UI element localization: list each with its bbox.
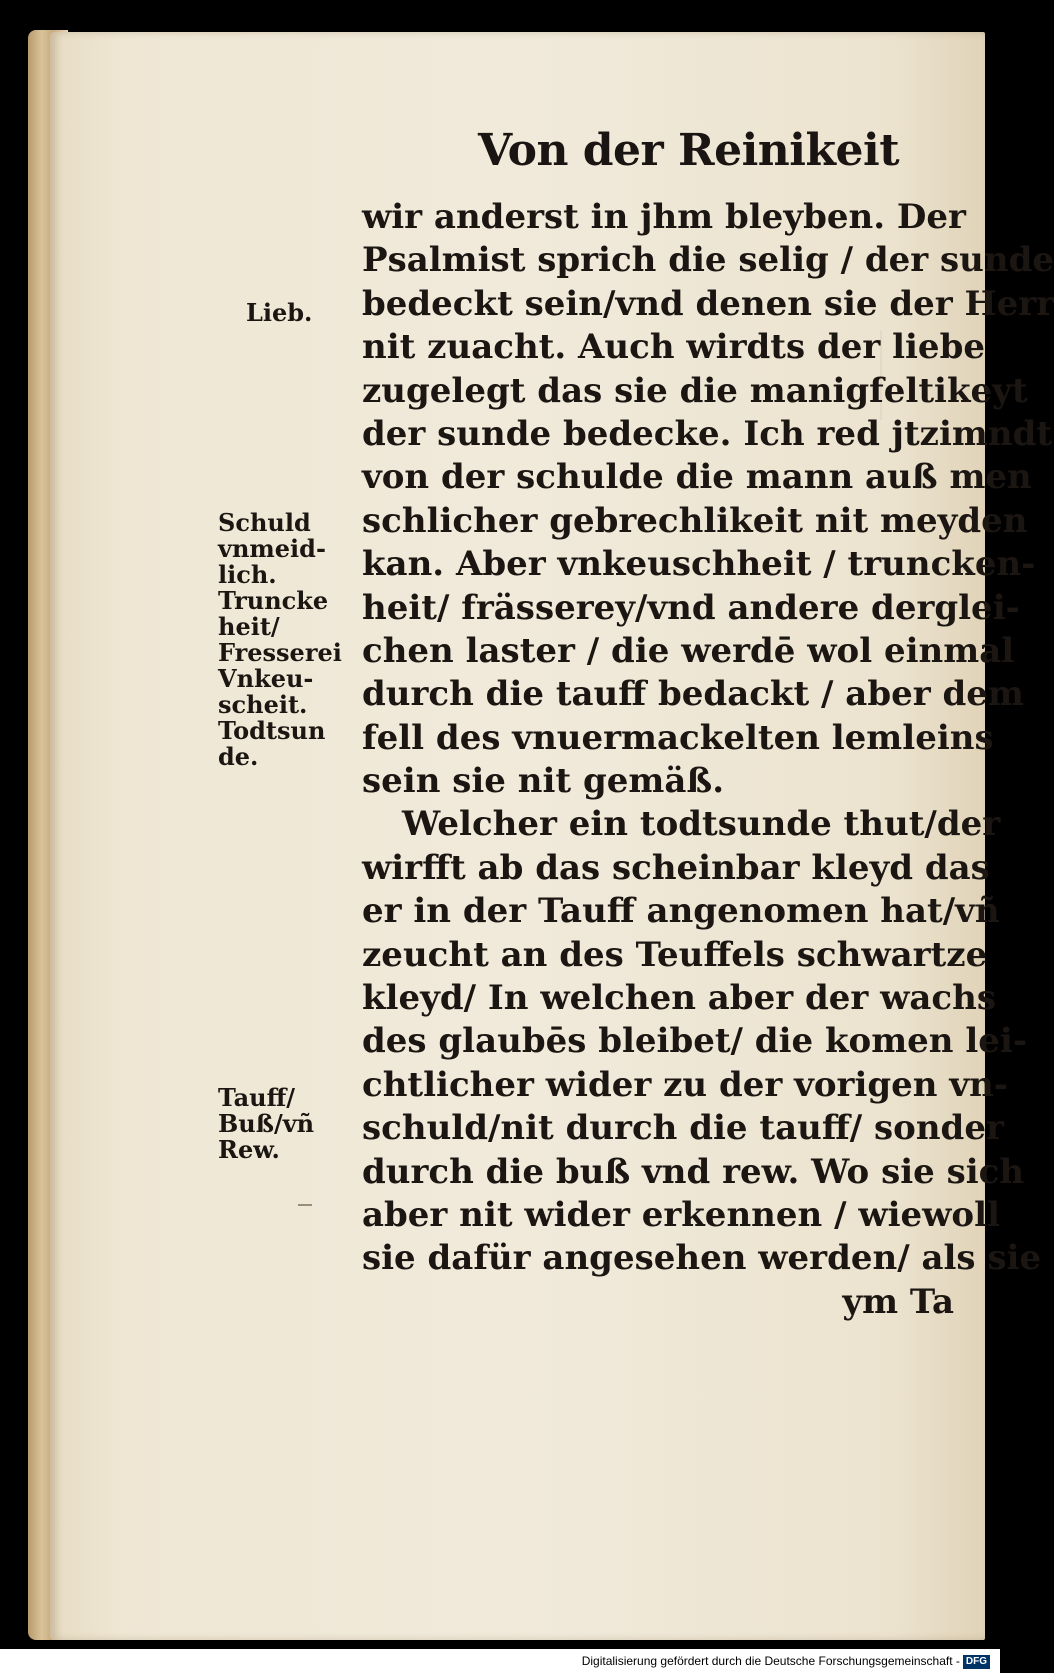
margin-note-line: de. [218,742,259,771]
margin-note-line: heit/ [218,612,280,641]
text-line: der sunde bedecke. Ich red jtzimndt [362,413,1053,454]
margin-note-line: Truncke [218,586,329,615]
text-line: er in der Tauff angenomen hat/vñ [362,891,1000,932]
text-line: schuld/nit durch die tauff/ sonder [362,1108,1004,1149]
margin-note-line: Todtsun [218,716,326,745]
text-line: wirfft ab das scheinbar kleyd das [362,847,990,888]
text-line: kleyd/ In welchen aber der wachs [362,978,996,1019]
dfg-logo: DFG [963,1655,990,1669]
margin-note-tauff [218,1085,314,1163]
text-line: nit zuacht. Auch wirdts der liebe [362,327,985,368]
margin-note-line: Schuld [218,508,311,537]
digitization-footer [0,1649,1000,1673]
margin-note-lieb [246,300,312,326]
text-line: des glaubēs bleibet/ die komen lei- [362,1021,1027,1062]
margin-note-line: Buß/vñ [218,1109,315,1138]
text-line: sie dafür angesehen werden/ als sie [362,1238,1042,1279]
margin-dash [298,1204,312,1206]
catchword: ym Ta [842,1281,954,1322]
margin-note-line: Vnkeu- [218,664,314,693]
body-text [362,196,1054,1324]
margin-note-schuld [218,510,342,770]
margin-note-line: vnmeid- [218,534,326,563]
text-line: heit/ frässerey/vnd andere derglei- [362,587,1020,628]
margin-note-line: Tauff/ [218,1083,296,1112]
text-line: Welcher ein todtsunde thut/der [402,804,1001,845]
text-line: schlicher gebrechlikeit nit meyden [362,500,1028,541]
text-line: durch die tauff bedackt / aber dem [362,674,1024,715]
text-line: aber nit wider erkennen / wiewoll [362,1194,1000,1235]
text-line: von der schulde die mann auß men [362,457,1032,498]
text-line: bedeckt sein/vnd denen sie der Herr [362,283,1054,324]
running-head: Von der Reinikeit [478,125,900,176]
text-line: zugelegt das sie die manigfeltikeyt [362,370,1028,411]
margin-note-line: Lieb. [246,298,313,327]
margin-note-line: Fresserei [218,638,342,667]
text-line: chtlicher wider zu der vorigen vn- [362,1064,1008,1105]
margin-note-line: scheit. [218,690,308,719]
text-line: chen laster / die werdē wol einmal [362,630,1015,671]
text-line: zeucht an des Teuffels schwartze [362,934,988,975]
text-line: kan. Aber vnkeuschheit / truncken- [362,544,1036,585]
text-line: durch die buß vnd rew. Wo sie sich [362,1151,1025,1192]
text-line: fell des vnuermackelten lemleins [362,717,994,758]
margin-note-line: Rew. [218,1135,280,1164]
text-line: Psalmist sprich die selig / der sunde [362,240,1054,281]
text-line: sein sie nit gemäß. [362,761,725,802]
footer-text: Digitalisierung gefördert durch die Deutsche Forschungsgemeinschaft - [581,1654,960,1668]
text-line: wir anderst in jhm bleyben. Der [362,197,966,237]
margin-note-line: lich. [218,560,277,589]
